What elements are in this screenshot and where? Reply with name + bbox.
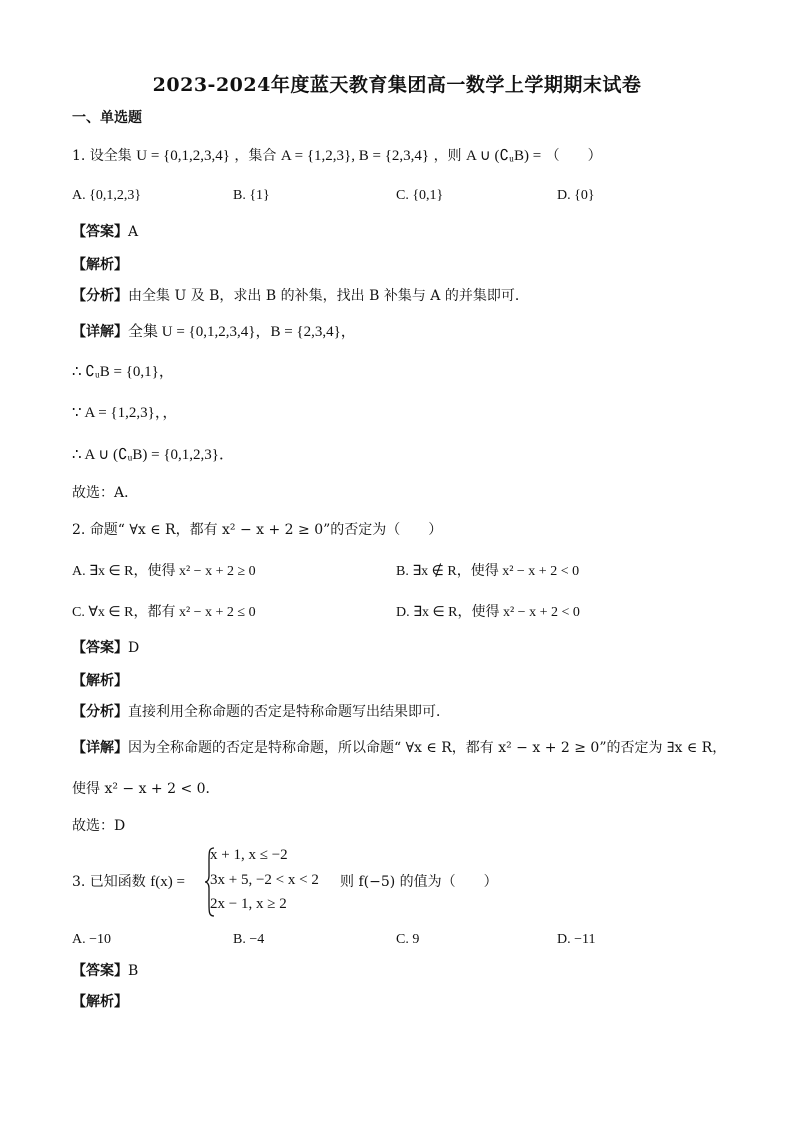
- fenxi-tag: 【分析】: [72, 288, 128, 304]
- q3-option-d: D. −11: [557, 932, 596, 947]
- question-3-stem-prefix: [72, 872, 185, 892]
- xiangjie-text: 全集 U = {0,1,2,3,4}，B = {2,3,4}，: [128, 324, 356, 340]
- q1-step-3: ∴ A ∪ (∁ᵤB) = {0,1,2,3}．: [72, 447, 235, 463]
- q3-prefix: 3. 已知函数: [72, 874, 146, 890]
- q2-option-b: B. ∃x ∉ R，使得 x² − x + 2 < 0: [396, 564, 580, 579]
- q1-option-d: D. {0}: [557, 188, 595, 203]
- q1-mid2: ，则: [433, 148, 462, 164]
- q2-answer: [72, 638, 139, 658]
- fenxi-tag: 【分析】: [72, 704, 128, 720]
- q3-option-a: A. −10: [72, 932, 112, 947]
- q1-option-a: A. {0,1,2,3}: [72, 188, 142, 203]
- fenxi-text: 直接利用全称命题的否定是特称命题写出结果即可．: [128, 704, 450, 720]
- q3-case-2: 3x + 5, −2 < x < 2: [210, 872, 319, 888]
- question-1-stem: [72, 146, 602, 166]
- xiangjie-text: 因为全称命题的否定是特称命题，所以命题“ ∀x ∈ R，都有 x² − x + 2 ≥ 0”的否定为 ∃x ∈ R，: [128, 740, 727, 756]
- q1-answer: [72, 222, 138, 242]
- q1-xiangjie: [72, 322, 356, 342]
- answer-value: A: [128, 224, 139, 240]
- section-heading: 一、单选题: [72, 110, 142, 126]
- q2-analysis-tag: 【解析】: [72, 673, 128, 689]
- q2-choose: 故选：D: [72, 818, 126, 834]
- answer-value: D: [128, 640, 140, 656]
- q1-step-1: ∴ ∁ᵤB = {0,1}，: [72, 364, 174, 380]
- q1-option-c: C. {0,1}: [396, 188, 444, 203]
- q1-choose: 故选：A．: [72, 485, 139, 501]
- q3-case-3: 2x − 1, x ≥ 2: [210, 896, 287, 912]
- q1-option-b: B. {1}: [233, 188, 270, 203]
- q1-prefix: 1. 设全集: [72, 148, 132, 164]
- answer-tag: 【答案】: [72, 963, 128, 979]
- q1-step-2: ∵ A = {1,2,3}，，: [72, 405, 178, 421]
- xiangjie-tag: 【详解】: [72, 740, 128, 756]
- xiangjie-tag: 【详解】: [72, 324, 128, 340]
- q2-xiangjie: [72, 738, 726, 758]
- q2-xiangjie-cont: 使得 x² − x + 2 < 0．: [72, 781, 220, 797]
- q2-option-a: A. ∃x ∈ R，使得 x² − x + 2 ≥ 0: [72, 564, 256, 579]
- q3-stem-suffix: 则 f(−5) 的值为（ ）: [340, 874, 498, 890]
- q1-blank: （ ）: [545, 148, 602, 164]
- answer-tag: 【答案】: [72, 640, 128, 656]
- answer-tag: 【答案】: [72, 224, 128, 240]
- q3-analysis-tag: 【解析】: [72, 994, 128, 1010]
- q1-analysis-tag: 【解析】: [72, 257, 128, 273]
- q3-answer: [72, 961, 138, 981]
- page-title: 2023-2024年度蓝天教育集团高一数学上学期期末试卷: [152, 74, 642, 96]
- q2-fenxi: [72, 702, 450, 722]
- q1-set-u: U = {0,1,2,3,4}: [136, 148, 230, 164]
- q2-option-d: D. ∃x ∈ R，使得 x² − x + 2 < 0: [396, 605, 580, 620]
- question-2-stem: 2. 命题“ ∀x ∈ R，都有 x² − x + 2 ≥ 0”的否定为（ ）: [72, 522, 443, 538]
- q3-fx: f(x) =: [150, 874, 185, 890]
- answer-value: B: [128, 963, 139, 979]
- q1-fenxi: [72, 286, 529, 306]
- q3-option-b: B. −4: [233, 932, 265, 947]
- q3-option-c: C. 9: [396, 932, 420, 947]
- q1-mid1: ，集合: [234, 148, 277, 164]
- q1-expression: A ∪ (∁ᵤB) =: [466, 148, 542, 164]
- q3-case-1: x + 1, x ≤ −2: [210, 847, 288, 863]
- fenxi-text: 由全集 U 及 B，求出 B 的补集，找出 B 补集与 A 的并集即可．: [128, 288, 529, 304]
- q1-sets-ab: A = {1,2,3}, B = {2,3,4}: [280, 148, 430, 164]
- q2-option-c: C. ∀x ∈ R，都有 x² − x + 2 ≤ 0: [72, 605, 256, 620]
